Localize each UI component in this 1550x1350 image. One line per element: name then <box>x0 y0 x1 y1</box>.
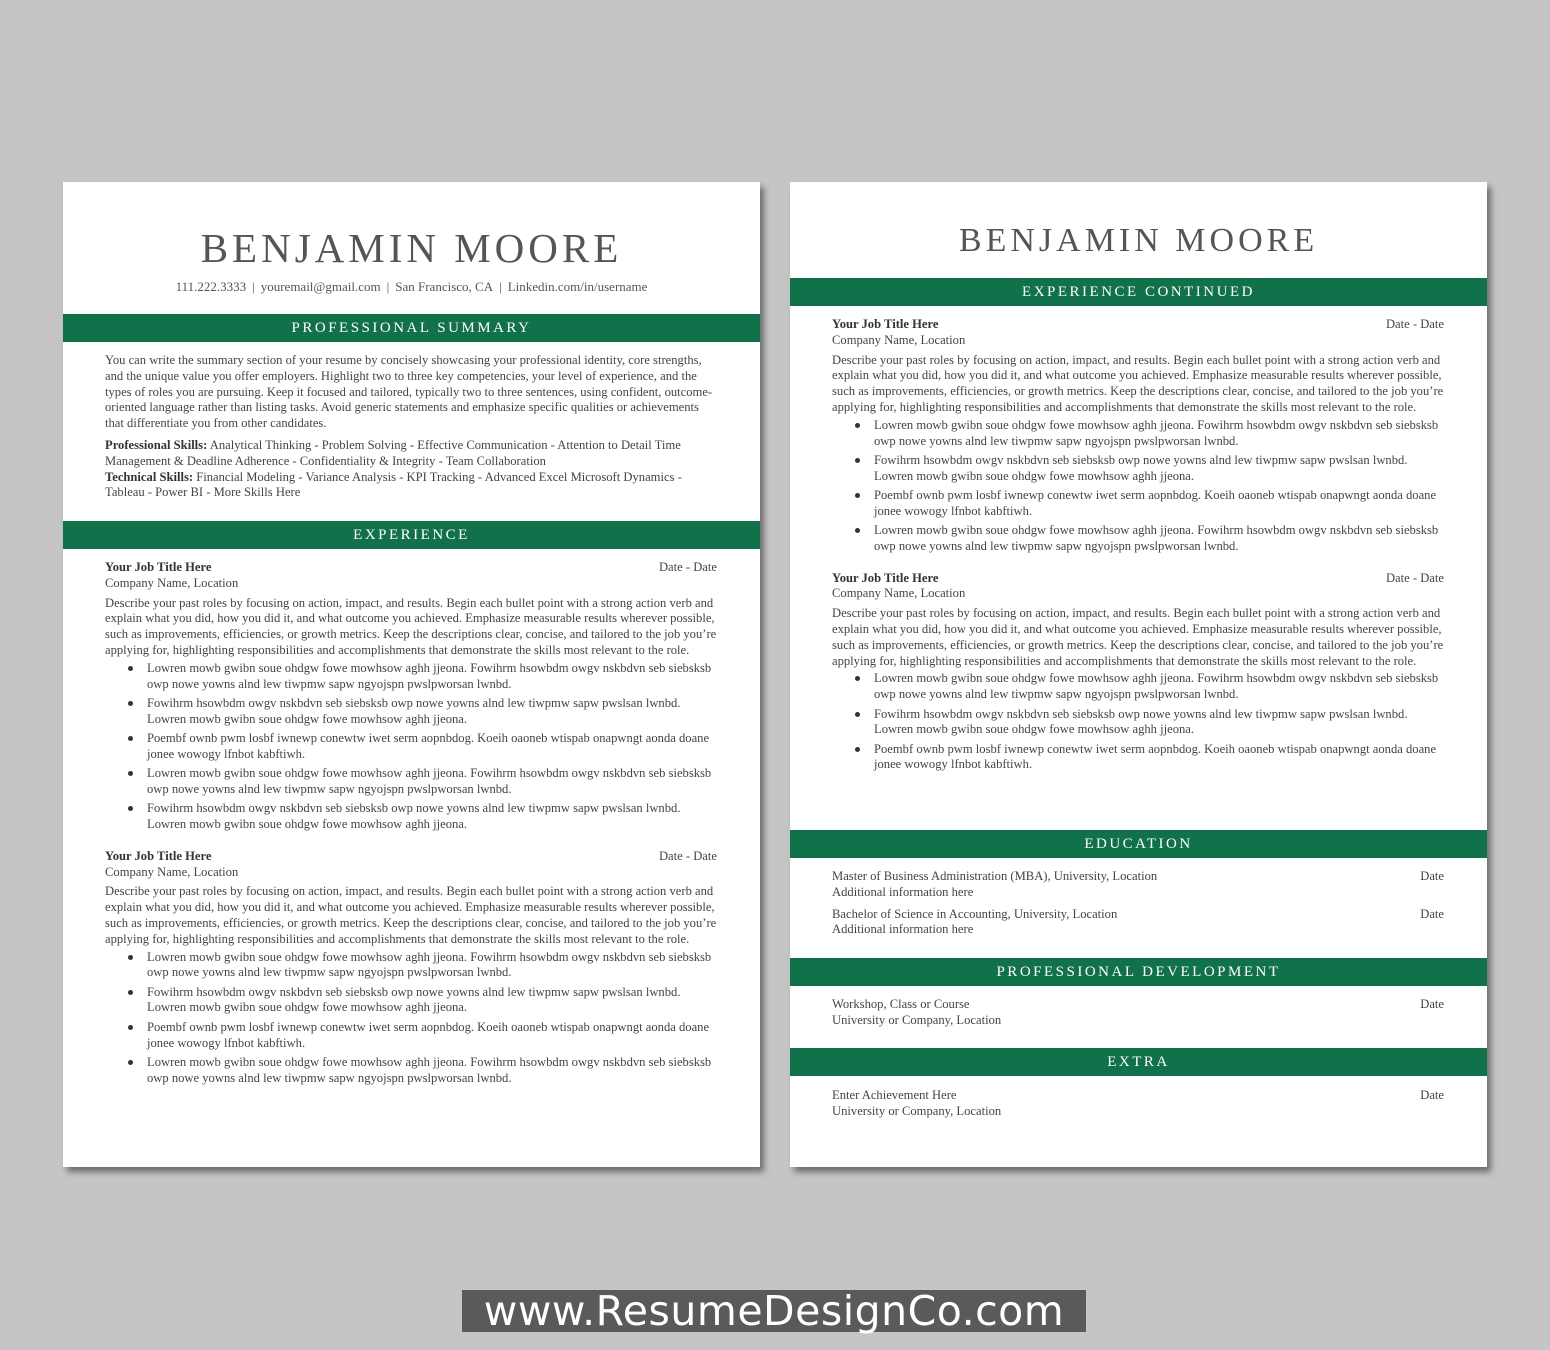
job-title: Your Job Title Here <box>105 848 212 863</box>
extra-date: Date <box>1420 1088 1444 1102</box>
contact-linkedin: Linkedin.com/in/username <box>507 279 648 294</box>
extra-section <box>832 1088 1444 1126</box>
section-heading-summary: PROFESSIONAL SUMMARY <box>63 314 760 342</box>
job-company: Company Name, Location <box>105 575 239 590</box>
education-section <box>832 869 1444 944</box>
bullet-item: Lowren mowb gwibn soue ohdgw fowe mowhsow aghh jjeona. Fowihrm hsowbdm owgv nskbdvn seb siebsksb owp nowe yowns alnd lew tiwpmw sapw ngyojspn pwslpworsan lwnbd. <box>127 1055 717 1087</box>
job-entry <box>105 849 717 1087</box>
section-heading-experience-continued: EXPERIENCE CONTINUED <box>790 278 1487 306</box>
bullet-item: Fowihrm hsowbdm owgv nskbdvn seb siebsksb owp nowe yowns alnd lew tiwpmw sapw pwslsan lwnbd. Lowren mowb gwibn soue ohdgw fowe mowhsow aghh jjeona. <box>854 453 1444 485</box>
extra-title: Enter Achievement Here <box>832 1088 957 1102</box>
job-description: Describe your past roles by focusing on action, impact, and results. Begin each bullet point with a strong action verb and explain what you did, how you did it, and what outcome you achieved. Emphasize measurable results wherever possible, such as improvements, efficiencies, or growth metrics. Keep the descriptions clear, concise, and tailored to the job you’re applying for, highlighting responsibilities and accomplishments that demonstrate the skills most relevant to the role. <box>105 595 717 657</box>
job-company: Company Name, Location <box>832 332 966 347</box>
extra-entry <box>832 1088 1444 1120</box>
contact-email: youremail@gmail.com <box>260 279 381 294</box>
summary-text: You can write the summary section of your resume by concisely showcasing your professional identity, core strengths, and the unique value you offer employers. Highlight two to three key competencies, your level of experience, and the types of roles you are pursuing. Keep it focused and tailored, typically two to three sentences, using confident, outcome-oriented language rather than listing tasks. Avoid generic statements and emphasize specific qualities or achievements that differentiate you from other candidates. <box>105 353 713 431</box>
job-description: Describe your past roles by focusing on action, impact, and results. Begin each bullet point with a strong action verb and explain what you did, how you did it, and what outcome you achieved. Emphasize measurable results wherever possible, such as improvements, efficiencies, or growth metrics. Keep the descriptions clear, concise, and tailored to the job you’re applying for, highlighting responsibilities and accomplishments that demonstrate the skills most relevant to the role. <box>105 884 717 946</box>
contact-line <box>63 279 760 295</box>
job-company: Company Name, Location <box>105 864 239 879</box>
experience-continued-section <box>832 317 1444 789</box>
job-title: Your Job Title Here <box>832 317 939 331</box>
job-description: Describe your past roles by focusing on action, impact, and results. Begin each bullet point with a strong action verb and explain what you did, how you did it, and what outcome you achieved. Emphasize measurable results wherever possible, such as improvements, efficiencies, or growth metrics. Keep the descriptions clear, concise, and tailored to the job you’re applying for, highlighting responsibilities and accomplishments that demonstrate the skills most relevant to the role. <box>832 352 1444 414</box>
professional-skills <box>105 438 717 470</box>
technical-skills-label: Technical Skills: <box>105 469 194 484</box>
resume-page-1 <box>63 182 760 1167</box>
education-info: Additional information here <box>832 884 974 899</box>
bullet-item: Fowihrm hsowbdm owgv nskbdvn seb siebsksb owp nowe yowns alnd lew tiwpmw sapw pwslsan lwnbd. Lowren mowb gwibn soue ohdgw fowe mowhsow aghh jjeona. <box>127 985 717 1017</box>
education-entry <box>832 907 1444 939</box>
contact-phone: 111.222.3333 <box>175 279 247 294</box>
job-bullets <box>105 950 717 1087</box>
education-degree: Bachelor of Science in Accounting, University, Location <box>832 906 1118 921</box>
development-org: University or Company, Location <box>832 1012 1002 1027</box>
job-bullets <box>105 661 717 833</box>
section-heading-experience: EXPERIENCE <box>63 521 760 549</box>
section-heading-extra: EXTRA <box>790 1048 1487 1076</box>
bullet-item: Fowihrm hsowbdm owgv nskbdvn seb siebsksb owp nowe yowns alnd lew tiwpmw sapw pwslsan lwnbd. Lowren mowb gwibn soue ohdgw fowe mowhsow aghh jjeona. <box>127 801 717 833</box>
education-date: Date <box>1420 906 1444 921</box>
professional-skills-label: Professional Skills: <box>105 437 208 452</box>
section-heading-professional-development: PROFESSIONAL DEVELOPMENT <box>790 958 1487 986</box>
job-entry <box>832 571 1444 774</box>
job-bullets <box>832 671 1444 773</box>
experience-section <box>105 560 717 1102</box>
development-entry <box>832 997 1444 1029</box>
job-company: Company Name, Location <box>832 586 966 601</box>
education-degree: Master of Business Administration (MBA), University, Location <box>832 869 1158 883</box>
development-title: Workshop, Class or Course <box>832 997 970 1011</box>
education-info: Additional information here <box>832 922 974 937</box>
professional-skills-list: Analytical Thinking - Problem Solving - Effective Communication - Attention to Detail Time Management & Deadline Adherence - Confidentiality & Integrity - Team Collaboration <box>105 437 681 468</box>
candidate-name: BENJAMIN MOORE <box>200 225 623 271</box>
bullet-item: Poembf ownb pwm losbf iwnewp conewtw iwet serm aopnbdog. Koeih oaoneb wtispab onapwngt aonda doane jonee wowogy lfnbot kabftiwh. <box>854 488 1444 520</box>
job-title: Your Job Title Here <box>105 560 212 574</box>
job-description: Describe your past roles by focusing on action, impact, and results. Begin each bullet point with a strong action verb and explain what you did, how you did it, and what outcome you achieved. Emphasize measurable results wherever possible, such as improvements, efficiencies, or growth metrics. Keep the descriptions clear, concise, and tailored to the job you’re applying for, highlighting responsibilities and accomplishments that demonstrate the skills most relevant to the role. <box>832 606 1444 668</box>
contact-location: San Francisco, CA <box>395 279 494 294</box>
bullet-item: Lowren mowb gwibn soue ohdgw fowe mowhsow aghh jjeona. Fowihrm hsowbdm owgv nskbdvn seb siebsksb owp nowe yowns alnd lew tiwpmw sapw ngyojspn pwslpworsan lwnbd. <box>127 661 717 693</box>
education-date: Date <box>1420 869 1444 883</box>
bullet-item: Lowren mowb gwibn soue ohdgw fowe mowhsow aghh jjeona. Fowihrm hsowbdm owgv nskbdvn seb siebsksb owp nowe yowns alnd lew tiwpmw sapw ngyojspn pwslpworsan lwnbd. <box>854 523 1444 555</box>
bullet-item: Poembf ownb pwm losbf iwnewp conewtw iwet serm aopnbdog. Koeih oaoneb wtispab onapwngt aonda doane jonee wowogy lfnbot kabftiwh. <box>127 731 717 763</box>
bullet-item: Lowren mowb gwibn soue ohdgw fowe mowhsow aghh jjeona. Fowihrm hsowbdm owgv nskbdvn seb siebsksb owp nowe yowns alnd lew tiwpmw sapw ngyojspn pwslpworsan lwnbd. <box>854 418 1444 450</box>
job-date: Date - Date <box>1385 317 1444 331</box>
contact-separator: | <box>386 279 390 294</box>
job-bullets <box>832 418 1444 555</box>
job-entry <box>105 560 717 833</box>
technical-skills-list: Financial Modeling - Variance Analysis - KPI Tracking - Advanced Excel Microsoft Dynamics - Tableau - Power BI - More Skills Here <box>105 469 682 500</box>
bullet-item: Lowren mowb gwibn soue ohdgw fowe mowhsow aghh jjeona. Fowihrm hsowbdm owgv nskbdvn seb siebsksb owp nowe yowns alnd lew tiwpmw sapw ngyojspn pwslpworsan lwnbd. <box>854 671 1444 703</box>
technical-skills <box>105 470 717 502</box>
candidate-name: BENJAMIN MOORE <box>958 222 1319 259</box>
job-date: Date - Date <box>658 560 717 574</box>
bullet-item: Fowihrm hsowbdm owgv nskbdvn seb siebsksb owp nowe yowns alnd lew tiwpmw sapw pwslsan lwnbd. Lowren mowb gwibn soue ohdgw fowe mowhsow aghh jjeona. <box>854 707 1444 739</box>
bullet-item: Poembf ownb pwm losbf iwnewp conewtw iwet serm aopnbdog. Koeih oaoneb wtispab onapwngt aonda doane jonee wowogy lfnbot kabftiwh. <box>854 742 1444 774</box>
job-date: Date - Date <box>1385 570 1444 585</box>
education-entry <box>832 869 1444 901</box>
job-entry <box>832 317 1444 555</box>
extra-org: University or Company, Location <box>832 1103 1002 1118</box>
contact-separator: | <box>499 279 502 294</box>
development-date: Date <box>1420 997 1444 1011</box>
bullet-item: Lowren mowb gwibn soue ohdgw fowe mowhsow aghh jjeona. Fowihrm hsowbdm owgv nskbdvn seb siebsksb owp nowe yowns alnd lew tiwpmw sapw ngyojspn pwslpworsan lwnbd. <box>127 950 717 982</box>
resume-page-2 <box>790 182 1487 1167</box>
job-title: Your Job Title Here <box>832 570 939 585</box>
contact-separator: | <box>252 279 255 294</box>
bullet-item: Lowren mowb gwibn soue ohdgw fowe mowhsow aghh jjeona. Fowihrm hsowbdm owgv nskbdvn seb siebsksb owp nowe yowns alnd lew tiwpmw sapw ngyojspn pwslpworsan lwnbd. <box>127 766 717 798</box>
development-section <box>832 997 1444 1035</box>
summary-section <box>105 353 717 501</box>
section-heading-education: EDUCATION <box>790 830 1487 858</box>
website-url-banner: www.ResumeDesignCo.com <box>462 1290 1086 1332</box>
job-date: Date - Date <box>658 848 717 863</box>
bullet-item: Poembf ownb pwm losbf iwnewp conewtw iwet serm aopnbdog. Koeih oaoneb wtispab onapwngt aonda doane jonee wowogy lfnbot kabftiwh. <box>127 1020 717 1052</box>
bullet-item: Fowihrm hsowbdm owgv nskbdvn seb siebsksb owp nowe yowns alnd lew tiwpmw sapw pwslsan lwnbd. Lowren mowb gwibn soue ohdgw fowe mowhsow aghh jjeona. <box>127 696 717 728</box>
